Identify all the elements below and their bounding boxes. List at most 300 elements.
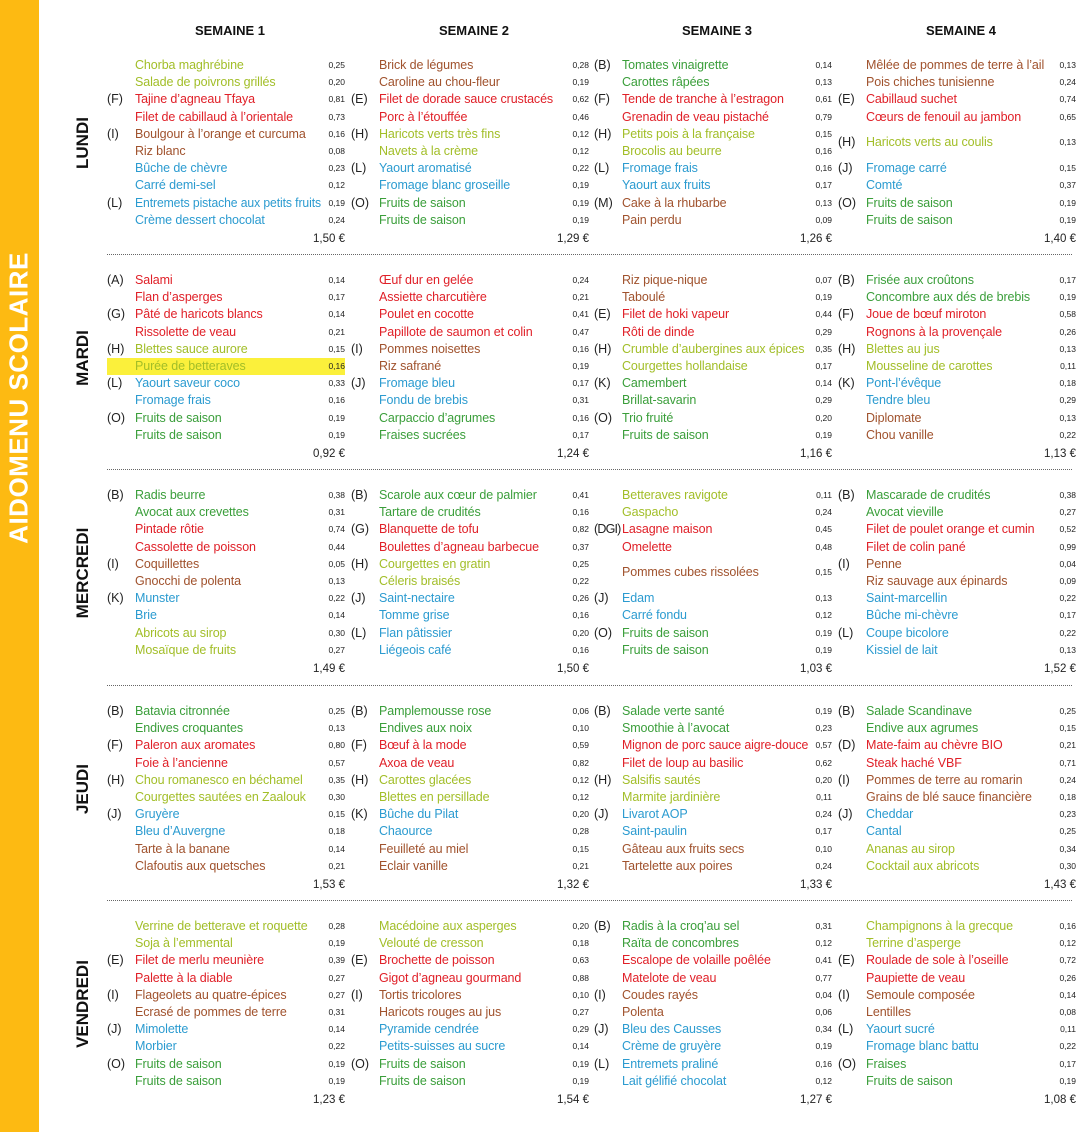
allergen-code: (O) [838, 1056, 857, 1071]
menu-item [107, 143, 345, 160]
dish-name: Bûche du Pilat [379, 807, 459, 822]
dish-name: Endives croquantes [135, 721, 243, 736]
dish-name: Lait gélifié chocolat [622, 1073, 727, 1088]
menu-item [594, 1038, 832, 1055]
menu-item [594, 306, 832, 323]
menu-item [594, 970, 832, 987]
dish-price: 0,14 [328, 275, 345, 285]
menu-item [351, 789, 589, 806]
dish-price: 0,44 [815, 309, 832, 320]
menu-item [107, 789, 345, 806]
cell-total: 1,03 € [800, 663, 832, 675]
allergen-code: (H) [838, 341, 856, 356]
menu-item [838, 324, 1076, 341]
dish-name: Pommes de terre au romarin [866, 772, 1023, 787]
dish-name: Tomme grise [379, 608, 450, 623]
dish-price: 0,12 [572, 128, 589, 139]
allergen-code: (B) [107, 488, 124, 502]
allergen-code: (F) [107, 92, 123, 107]
menu-item [107, 1021, 345, 1038]
dish-name: Champignons à la grecque [866, 919, 1014, 933]
menu-cell [107, 272, 345, 472]
dish-name: Filet de poulet orange et cumin [866, 522, 1035, 537]
day-label: JEUDI [73, 763, 92, 815]
menu-cell [351, 703, 589, 903]
dish-price: 0,04 [815, 989, 832, 1000]
menu-item [594, 91, 832, 108]
menu-item [351, 487, 589, 504]
dish-name: Diplomate [866, 410, 922, 425]
menu-item [351, 109, 589, 126]
menu-item [838, 987, 1076, 1004]
menu-item [351, 57, 589, 74]
dish-price: 0,21 [328, 326, 345, 337]
dish-name: Fruits de saison [379, 212, 466, 227]
dish-name: Grenadin de veau pistaché [622, 109, 769, 124]
dish-name: Pont-l’évêque [866, 376, 942, 391]
dish-price: 0,06 [815, 1007, 832, 1017]
dish-name: Coudes rayés [622, 987, 698, 1002]
dish-name: Fruits de saison [135, 427, 222, 442]
dish-name: Flan d’asperges [135, 290, 223, 305]
menu-item [594, 289, 832, 306]
sidebar-banner [0, 0, 39, 1132]
dish-price: 0,23 [1059, 809, 1076, 820]
dish-name: Lentilles [866, 1005, 911, 1019]
dish-name: Flageolets au quatre-épices [135, 987, 287, 1002]
dish-price: 0,24 [328, 214, 345, 225]
menu-item [594, 987, 832, 1004]
menu-item [838, 841, 1076, 858]
menu-item [107, 57, 345, 74]
menu-item [351, 143, 589, 160]
dish-name: Velouté de cresson [379, 936, 484, 951]
dish-name: Fondu de brebis [379, 393, 468, 408]
dish-name: Fruits de saison [379, 1056, 466, 1071]
dish-price: 0,52 [1059, 524, 1076, 535]
allergen-code: (H) [594, 126, 612, 141]
allergen-code: (DGI) [594, 522, 621, 537]
dish-price: 0,46 [572, 111, 589, 122]
dish-name: Tartelette aux poires [622, 858, 733, 873]
menu-item [594, 487, 832, 504]
allergen-code: (I) [107, 987, 119, 1002]
dish-name: Comté [866, 178, 903, 193]
menu-item [594, 737, 832, 754]
menu-item [594, 427, 832, 444]
allergen-code: (D) [838, 738, 856, 753]
dish-price: 0,34 [815, 1024, 832, 1035]
dish-price: 0,26 [1059, 326, 1076, 337]
dish-price: 0,58 [1059, 309, 1076, 320]
menu-item [351, 737, 589, 754]
menu-item [351, 341, 589, 358]
menu-item [351, 987, 589, 1004]
menu-item [838, 625, 1076, 642]
dish-price: 0,11 [816, 792, 832, 802]
dish-name: Riz sauvage aux épinards [866, 574, 1008, 588]
allergen-code: (L) [838, 625, 854, 640]
dish-price: 0,30 [1059, 860, 1076, 871]
menu-item [107, 504, 345, 521]
dish-price: 0,79 [815, 111, 832, 122]
dish-name: Papillote de saumon et colin [379, 324, 533, 339]
menu-item [838, 1038, 1076, 1055]
dish-name: Verrine de betterave et roquette [135, 919, 308, 933]
dish-price: 0,77 [815, 972, 832, 983]
dish-price: 0,15 [328, 809, 345, 820]
cell-total: 1,32 € [557, 879, 589, 891]
dish-price: 0,19 [572, 1075, 589, 1086]
dish-price: 0,15 [1059, 163, 1076, 174]
dish-name: Céleris braisés [379, 574, 461, 588]
allergen-code: (K) [594, 376, 611, 391]
dish-name: Fruits de saison [866, 212, 953, 227]
dish-price: 0,12 [572, 146, 589, 156]
menu-item [351, 1056, 589, 1073]
menu-item [838, 952, 1076, 969]
dish-price: 0,27 [1059, 507, 1076, 518]
menu-item [107, 358, 345, 375]
dish-price: 0,05 [328, 558, 345, 569]
menu-item [351, 410, 589, 427]
dish-name: Cassolette de poisson [135, 539, 256, 554]
menu-item [838, 109, 1076, 126]
dish-name: Haricots verts au coulis [866, 135, 993, 150]
dish-name: Fromage blanc groseille [379, 178, 511, 193]
dish-name: Polenta [622, 1005, 664, 1019]
dish-price: 0,30 [328, 792, 345, 802]
dish-price: 0,22 [1059, 627, 1076, 638]
menu-item [594, 1073, 832, 1090]
dish-price: 0,16 [572, 412, 589, 423]
dish-name: Pâté de haricots blancs [135, 307, 263, 322]
menu-item [838, 289, 1076, 306]
allergen-code: (E) [838, 92, 855, 107]
dish-price: 0,26 [572, 593, 589, 604]
dish-price: 0,15 [1059, 723, 1076, 734]
dish-name: Cœurs de fenouil au jambon [866, 109, 1022, 124]
cell-total: 1,50 € [557, 663, 589, 675]
allergen-code: (O) [594, 410, 613, 425]
menu-item [594, 358, 832, 375]
dish-price: 0,15 [328, 343, 345, 354]
allergen-code: (K) [838, 376, 855, 391]
allergen-code: (G) [107, 307, 126, 322]
dish-price: 0,63 [572, 955, 589, 966]
dish-name: Carottes râpées [622, 75, 710, 90]
dish-name: Bûche mi-chèvre [866, 608, 959, 623]
menu-item [107, 556, 345, 573]
dish-name: Brie [135, 608, 157, 623]
dish-name: Mate-faim au chèvre BIO [866, 738, 1003, 753]
dish-name: Porc à l’étouffée [379, 109, 468, 124]
allergen-code: (J) [838, 807, 853, 822]
week-header: SEMAINE 1 [194, 23, 266, 38]
dish-price: 0,17 [815, 361, 832, 371]
dish-price: 0,22 [328, 593, 345, 604]
dish-name: Saint-nectaire [379, 591, 455, 606]
dish-price: 0,72 [1059, 955, 1076, 966]
menu-cell [594, 703, 832, 903]
dish-name: Crumble d’aubergines aux épices [622, 341, 805, 356]
menu-cell [594, 272, 832, 472]
dish-price: 0,29 [1059, 395, 1076, 406]
allergen-code: (H) [594, 341, 612, 356]
menu-item [107, 737, 345, 754]
menu-item [351, 720, 589, 737]
dish-name: Axoa de veau [379, 755, 455, 770]
dish-price: 0,09 [1059, 576, 1076, 586]
dish-price: 0,27 [328, 972, 345, 983]
menu-cell [107, 57, 345, 257]
dish-price: 0,20 [815, 412, 832, 423]
menu-item [594, 772, 832, 789]
menu-cell [838, 57, 1076, 257]
allergen-code: (B) [594, 919, 611, 933]
dish-name: Chou vanille [866, 427, 934, 442]
dish-name: Filet de hoki vapeur [622, 307, 730, 322]
menu-item [838, 177, 1076, 194]
menu-cell [594, 918, 832, 1118]
dish-price: 0,80 [328, 740, 345, 751]
menu-item [838, 737, 1076, 754]
dish-price: 0,19 [1059, 292, 1076, 303]
dish-price: 0,16 [815, 146, 832, 156]
dish-name: Taboulé [622, 290, 666, 305]
allergen-code: (O) [351, 1056, 370, 1071]
dish-name: Fromage frais [622, 161, 698, 176]
dish-price: 0,19 [572, 77, 589, 88]
dish-price: 0,25 [328, 60, 345, 70]
dish-name: Coquillettes [135, 556, 200, 571]
menu-item [838, 970, 1076, 987]
menu-item [838, 195, 1076, 212]
dish-name: Blettes au jus [866, 341, 940, 356]
dish-name: Fruits de saison [379, 195, 466, 210]
dish-name: Kissiel de lait [866, 642, 938, 657]
dish-price: 0,16 [328, 395, 345, 406]
menu-cell [838, 703, 1076, 903]
menu-item [838, 272, 1076, 289]
dish-price: 0,06 [572, 706, 589, 716]
menu-item [594, 109, 832, 126]
menu-item [351, 607, 589, 624]
dish-price: 0,26 [1059, 972, 1076, 983]
menu-item [107, 324, 345, 341]
dish-price: 0,19 [328, 1058, 345, 1069]
dish-name: Cantal [866, 824, 902, 839]
dish-name: Batavia citronnée [135, 704, 230, 718]
dish-price: 0,12 [815, 1075, 832, 1086]
menu-item [838, 134, 1076, 151]
dish-price: 0,30 [328, 627, 345, 638]
cell-total: 1,13 € [1044, 448, 1076, 460]
dish-price: 0,24 [815, 860, 832, 871]
dish-name: Ecrasé de pommes de terre [135, 1005, 287, 1019]
dish-price: 0,20 [572, 809, 589, 820]
dish-price: 0,65 [1059, 111, 1076, 122]
dish-price: 0,04 [1059, 558, 1076, 569]
dish-price: 0,88 [572, 972, 589, 983]
dish-price: 0,25 [1059, 706, 1076, 716]
menu-item [351, 590, 589, 607]
dish-name: Fruits de saison [866, 195, 953, 210]
dish-price: 0,14 [815, 378, 832, 389]
allergen-code: (I) [351, 987, 363, 1002]
menu-item [838, 358, 1076, 375]
dish-name: Salami [135, 273, 173, 287]
dish-price: 0,21 [572, 292, 589, 303]
menu-item [351, 823, 589, 840]
allergen-code: (I) [594, 987, 606, 1002]
menu-item [107, 74, 345, 91]
page-title: AIDOMENU SCOLAIRE [3, 252, 34, 544]
dish-price: 0,16 [572, 507, 589, 518]
dish-price: 0,13 [328, 723, 345, 734]
cell-total: 0,92 € [313, 448, 345, 460]
allergen-code: (I) [107, 126, 119, 141]
dish-name: Assiette charcutière [379, 290, 487, 305]
dish-price: 0,57 [815, 740, 832, 751]
dish-name: Mousseline de carottes [866, 359, 993, 373]
menu-item [351, 521, 589, 538]
cell-total: 1,16 € [800, 448, 832, 460]
menu-item [351, 539, 589, 556]
allergen-code: (M) [594, 195, 613, 210]
cell-total: 1,49 € [313, 663, 345, 675]
dish-price: 0,20 [815, 774, 832, 785]
menu-item [594, 212, 832, 229]
dish-name: Yaourt saveur coco [135, 376, 240, 391]
dish-name: Fromage carré [866, 161, 947, 176]
allergen-code: (I) [838, 772, 850, 787]
dish-price: 0,17 [815, 826, 832, 837]
dish-price: 0,14 [572, 1041, 589, 1052]
dish-name: Cheddar [866, 807, 914, 822]
allergen-code: (L) [351, 625, 367, 640]
dish-name: Eclair vanille [379, 858, 448, 873]
menu-item [838, 789, 1076, 806]
menu-item [107, 177, 345, 194]
dish-price: 0,17 [815, 180, 832, 191]
allergen-code: (L) [594, 161, 610, 176]
menu-cell [351, 272, 589, 472]
dish-price: 0,39 [328, 955, 345, 966]
allergen-code: (J) [107, 1022, 122, 1037]
dish-price: 0,38 [328, 490, 345, 500]
menu-cell [838, 487, 1076, 687]
menu-item [838, 1073, 1076, 1090]
menu-item [107, 410, 345, 427]
dish-price: 0,19 [1059, 214, 1076, 225]
dish-name: Fruits de saison [135, 410, 222, 425]
menu-item [107, 841, 345, 858]
menu-item [351, 289, 589, 306]
menu-item [838, 590, 1076, 607]
menu-item [594, 160, 832, 177]
dish-name: Salsifis sautés [622, 772, 701, 787]
dish-name: Avocat vieville [866, 505, 944, 520]
dish-name: Filet de dorade sauce crustacés [379, 92, 554, 107]
dish-name: Radis beurre [135, 488, 206, 502]
dish-price: 0,45 [815, 524, 832, 535]
dish-name: Palette à la diable [135, 970, 233, 985]
dish-price: 0,24 [1059, 77, 1076, 88]
dish-price: 0,21 [1059, 740, 1076, 751]
menu-item [351, 1004, 589, 1021]
dish-price: 0,29 [572, 1024, 589, 1035]
allergen-code: (F) [594, 92, 610, 107]
menu-item [594, 823, 832, 840]
allergen-code: (O) [107, 410, 126, 425]
dish-name: Mêlée de pommes de terre à l’ail [866, 58, 1045, 72]
dish-name: Paupiette de veau [866, 970, 966, 985]
dish-price: 0,10 [815, 843, 832, 854]
menu-item [107, 109, 345, 126]
dish-name: Chaource [379, 824, 433, 839]
dish-price: 0,18 [328, 826, 345, 837]
dish-name: Fruits de saison [135, 1056, 222, 1071]
dish-name: Mimolette [135, 1022, 189, 1037]
menu-item [351, 772, 589, 789]
dish-price: 0,19 [572, 214, 589, 225]
dish-price: 0,12 [572, 792, 589, 802]
dish-name: Navets à la crème [379, 144, 479, 158]
menu-item [838, 556, 1076, 573]
dish-name: Pyramide cendrée [379, 1022, 479, 1037]
allergen-code: (H) [351, 772, 369, 787]
dish-price: 0,18 [1059, 792, 1076, 802]
menu-item [838, 410, 1076, 427]
menu-item [594, 74, 832, 91]
dish-name: Flan pâtissier [379, 625, 452, 640]
dish-price: 0,38 [1059, 490, 1076, 500]
menu-item [351, 806, 589, 823]
dish-price: 0,19 [815, 292, 832, 303]
dish-price: 0,12 [572, 774, 589, 785]
menu-item [351, 642, 589, 659]
dish-name: Bleu des Causses [622, 1022, 722, 1037]
menu-item [594, 539, 832, 556]
dish-price: 0,11 [1060, 1024, 1076, 1035]
menu-item [107, 126, 345, 143]
cell-total: 1,53 € [313, 879, 345, 891]
cell-total: 1,26 € [800, 233, 832, 245]
dish-name: Edam [622, 591, 655, 606]
menu-item [107, 341, 345, 358]
dish-name: Riz blanc [135, 144, 186, 158]
menu-item [107, 427, 345, 444]
menu-item [838, 521, 1076, 538]
dish-price: 0,62 [572, 94, 589, 105]
dish-price: 0,17 [1059, 275, 1076, 285]
dish-name: Fruits de saison [135, 1073, 222, 1088]
dish-name: Semoule composée [866, 987, 975, 1002]
dish-name: Salade de poivrons grillés [135, 75, 276, 90]
allergen-code: (A) [107, 273, 124, 287]
dish-name: Matelote de veau [622, 970, 717, 985]
dish-name: Carré fondu [622, 608, 687, 623]
allergen-code: (O) [351, 195, 370, 210]
allergen-code: (J) [351, 591, 366, 606]
cell-total: 1,24 € [557, 448, 589, 460]
allergen-code: (L) [838, 1022, 854, 1037]
menu-cell [107, 703, 345, 903]
menu-item [838, 703, 1076, 720]
dish-price: 0,16 [572, 644, 589, 655]
dish-name: Tomates vinaigrette [622, 58, 729, 72]
